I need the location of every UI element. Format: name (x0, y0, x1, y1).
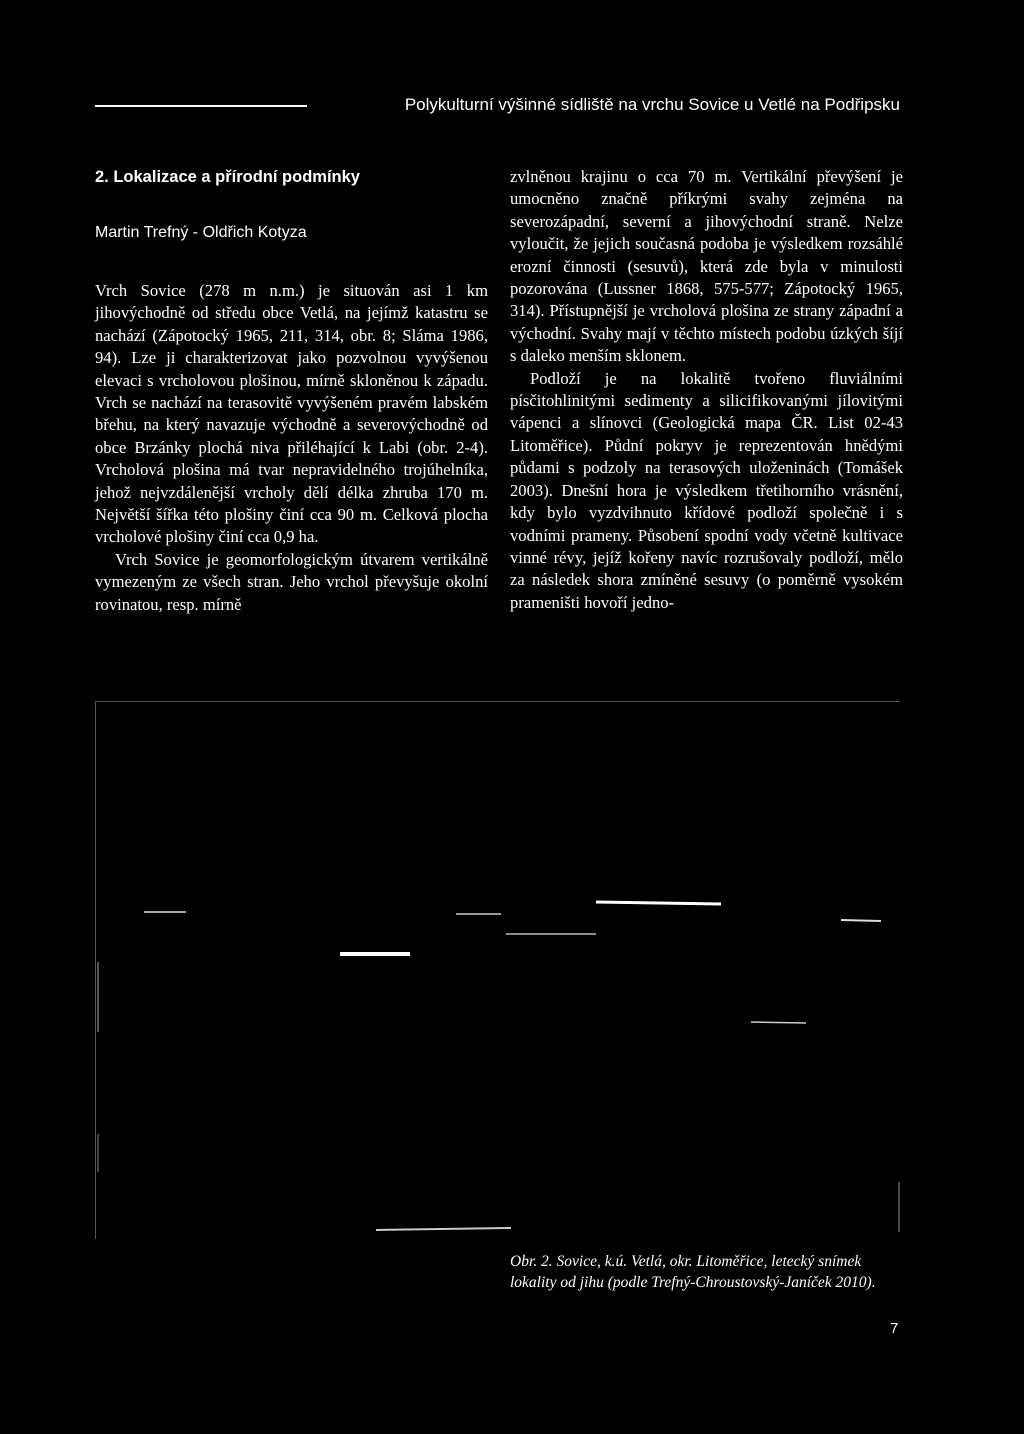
header-rule (95, 105, 307, 107)
left-column (95, 166, 488, 616)
authors: Martin Trefný - Oldřich Kotyza (95, 224, 307, 241)
paragraph-1: Vrch Sovice (278 m n.m.) je situován asi 1 km jihovýchodně od středu obce Vetlá, na jejímž katastru se nachází (Zápotocký 1965, 211, 314, obr. 8; Sláma 1986, 94). Lze ji charakterizovat jako pozvolnou vyvýšenou elevaci s vrcholovou plošinou, mírně skloněnou k západu. Vrch se nachází na terasovitě vyvýšeném pravém labském břehu, na který navazuje východně a severovýchodně od obce Brzánky plochá niva přiléhající k Labi (obr. 2-4). Vrcholová plošina má tvar nepravidelného trojúhelníka, jehož nejvzdálenější vrcholy dělí délka zhruba 170 m. Největší šířka této plošiny činí cca 90 m. Celková plocha vrcholové plošiny činí cca 0,9 ha. (95, 281, 488, 547)
section-title: 2. Lokalizace a přírodní podmínky (95, 168, 360, 186)
aerial-photo-image (96, 702, 901, 1240)
paragraph-2-continued: zvlněnou krajinu o cca 70 m. Vertikální převýšení je umocněno značně příkrými svahy zejména na severozápadní, severní a jihovýchodní straně. Nelze vyloučit, že jejich současná podoba je výsledkem rozsáhlé erozní činnosti (sesuvů), která zde byla v minulosti pozorována (Lussner 1868, 575-577; Zápotocký 1965, 314). Přístupnější je vrcholová plošina ze strany západní a východní. Svahy mají v těchto místech podobu úzkých šíjí s daleko menším sklonem. (510, 167, 903, 366)
page-number: 7 (890, 1320, 899, 1337)
running-head (95, 95, 900, 119)
right-column (510, 166, 903, 614)
running-title: Polykulturní výšinné sídliště na vrchu Sovice u Vetlé na Podřipsku (404, 95, 900, 114)
aerial-photo (95, 701, 900, 1239)
figure-caption: Obr. 2. Sovice, k.ú. Vetlá, okr. Litoměřice, letecký snímek lokality od jihu (podle Trefný-Chroustovský-Janíček 2010). (510, 1253, 876, 1291)
paragraph-3: Podloží je na lokalitě tvořeno fluviálními písčitohlinitými sedimenty a silicifikovanými jílovitými vápenci a slínovci (Geologická mapa ČR. List 02-43 Litoměřice). Půdní pokryv je reprezentován hnědými půdami s podzoly na terasových uloženinách (Tomášek 2003). Dnešní hora je výsledkem třetihorního vrásnění, kdy bylo vyzdvihnuto křídové podloží společně i s vodními prameny. Působení spodní vody včetně kultivace vinné révy, jejíž kořeny navíc rozrušovaly podloží, mělo za následek shora zmíněné sesuvy (o poměrně vysokém prameništi hovoří jedno- (510, 368, 903, 612)
paragraph-2-start: Vrch Sovice je geomorfologickým útvarem vertikálně vymezeným ze všech stran. Jeho vrchol převyšuje okolní rovinatou, resp. mírně (95, 549, 488, 614)
